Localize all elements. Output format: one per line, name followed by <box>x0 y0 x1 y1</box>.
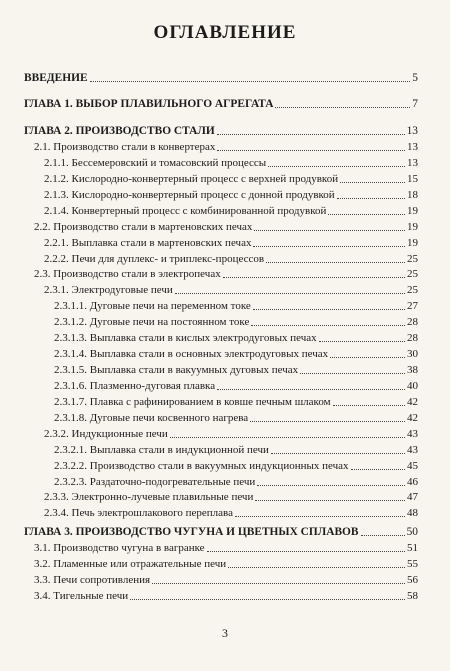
toc-entry-page: 43 <box>407 428 418 440</box>
toc-entry-title: 3.4. Тигельные печи <box>34 590 129 602</box>
toc-entry-page: 48 <box>407 507 418 519</box>
toc-entry-title: 2.3.2.3. Раздаточно-подогревательные печи <box>54 476 256 488</box>
toc-entry-page: 46 <box>407 476 418 488</box>
toc-entry <box>34 590 418 603</box>
toc-entry-title: 2.1.4. Конвертерный процесс с комбинированной продувкой <box>44 205 327 217</box>
toc-entry-title: 2.2.1. Выплавка стали в мартеновских печах <box>44 237 252 249</box>
dot-leader <box>268 165 405 167</box>
toc-entry-title: 3.3. Печи сопротивления <box>34 574 151 586</box>
dot-leader <box>254 229 405 231</box>
toc-entry-title: 2.3.1.4. Выплавка стали в основных электродуговых печах <box>54 348 329 360</box>
toc-entry-title: 2.1.3. Кислородно-конвертерный процесс с донной продувкой <box>44 189 335 201</box>
toc-entry <box>44 284 418 297</box>
toc-entry-page: 15 <box>407 173 418 185</box>
toc-entry-title: 3.1. Производство чугуна в вагранке <box>34 542 205 554</box>
toc-entry-title: ГЛАВА 1. ВЫБОР ПЛАВИЛЬНОГО АГРЕГАТА <box>24 98 274 110</box>
dot-leader <box>217 149 405 151</box>
toc-entry-page: 25 <box>407 284 418 296</box>
toc-entry-page: 28 <box>407 332 418 344</box>
toc-entry <box>34 574 418 587</box>
toc-entry-page: 19 <box>407 221 418 233</box>
dot-leader <box>330 356 405 358</box>
dot-leader <box>223 276 405 278</box>
dot-leader <box>235 515 405 517</box>
dot-leader <box>340 181 405 183</box>
toc-entry <box>44 205 418 218</box>
dot-leader <box>271 452 405 454</box>
toc-entry <box>54 332 418 345</box>
toc-entry <box>44 491 418 504</box>
toc-entry <box>44 173 418 186</box>
toc-entry-title: 2.3.1.7. Плавка с рафинированием в ковше печным шлаком <box>54 396 331 408</box>
toc-entry <box>34 542 418 555</box>
toc-entry <box>54 348 418 361</box>
dot-leader <box>257 484 405 486</box>
toc-chapter-entry <box>24 125 418 138</box>
toc-entry-page: 43 <box>407 444 418 456</box>
toc-entry-title: 2.1. Производство стали в конвертерах <box>34 141 216 153</box>
dot-leader <box>328 213 405 215</box>
toc-entry-title: 2.3.3. Электронно-лучевые плавильные печи <box>44 491 254 503</box>
dot-leader <box>275 106 410 108</box>
dot-leader <box>351 468 405 470</box>
toc-entry-page: 58 <box>407 590 418 602</box>
toc-entry-page: 51 <box>407 542 418 554</box>
toc-entry-page: 40 <box>407 380 418 392</box>
toc-chapter-entry <box>24 72 418 85</box>
dot-leader <box>217 388 405 390</box>
toc-entry <box>44 428 418 441</box>
toc-entry <box>54 364 418 377</box>
toc-entry <box>54 300 418 313</box>
toc-entry-title: 2.3.1.3. Выплавка стали в кислых электродуговых печах <box>54 332 317 344</box>
dot-leader <box>217 133 405 135</box>
toc-entry <box>44 189 418 202</box>
toc-entry-page: 13 <box>406 125 418 137</box>
toc-entry-page: 7 <box>412 98 418 110</box>
toc-entry-title: ГЛАВА 3. ПРОИЗВОДСТВО ЧУГУНА И ЦВЕТНЫХ СПЛАВОВ <box>24 526 359 538</box>
toc-entry-title: 2.3.2.2. Производство стали в вакуумных индукционных печах <box>54 460 349 472</box>
dot-leader <box>300 372 405 374</box>
toc-entry-page: 42 <box>407 396 418 408</box>
page-number: 3 <box>222 626 228 640</box>
toc-entry <box>44 253 418 266</box>
toc-entry-title: 2.2. Производство стали в мартеновских печах <box>34 221 253 233</box>
toc-entry-title: 2.3.1.6. Плазменно-дуговая плавка <box>54 380 216 392</box>
toc-entry-page: 56 <box>407 574 418 586</box>
toc-entry-title: ВВЕДЕНИЕ <box>24 72 88 84</box>
toc-chapter-entry <box>24 526 418 539</box>
toc-entry-page: 18 <box>407 189 418 201</box>
toc-entry-title: 2.3.1.8. Дуговые печи косвенного нагрева <box>54 412 249 424</box>
toc-entry-title: 3.2. Пламенные или отражательные печи <box>34 558 227 570</box>
toc-entry-title: 2.2.2. Печи для дуплекс- и триплекс-процессов <box>44 253 265 265</box>
toc-entry-title: 2.3.1.5. Выплавка стали в вакуумных дуговых печах <box>54 364 299 376</box>
toc-entry-page: 45 <box>407 460 418 472</box>
toc-entry <box>34 268 418 281</box>
dot-leader <box>266 261 405 263</box>
toc-entry <box>54 396 418 409</box>
toc-entry <box>54 476 418 489</box>
toc-entry-title: 2.1.2. Кислородно-конвертерный процесс с верхней продувкой <box>44 173 339 185</box>
toc-entry-title: 2.3.4. Печь электрошлакового переплава <box>44 507 233 519</box>
dot-leader <box>90 80 411 82</box>
toc-entry <box>54 316 418 329</box>
toc-entry <box>54 412 418 425</box>
dot-leader <box>207 550 405 552</box>
toc-entry-page: 19 <box>407 205 418 217</box>
toc-entry <box>44 507 418 520</box>
dot-leader <box>250 420 405 422</box>
toc-entry <box>34 221 418 234</box>
toc-entry-page: 25 <box>407 268 418 280</box>
toc-entry <box>44 237 418 250</box>
toc-entry-title: 2.1.1. Бессемеровский и томасовский процессы <box>44 157 267 169</box>
toc-entry-page: 38 <box>407 364 418 376</box>
toc-entry-title: 2.3.1.1. Дуговые печи на переменном токе <box>54 300 251 312</box>
toc-entry-page: 19 <box>407 237 418 249</box>
toc-entry <box>34 141 418 154</box>
toc-entry <box>34 558 418 571</box>
toc-entry-page: 50 <box>406 526 418 538</box>
toc-entry <box>54 460 418 473</box>
toc-entry-title: 2.3.2.1. Выплавка стали в индукционной печи <box>54 444 269 456</box>
toc-entry-page: 47 <box>407 491 418 503</box>
dot-leader <box>319 340 405 342</box>
toc-entry-page: 55 <box>407 558 418 570</box>
dot-leader <box>251 324 405 326</box>
page-title: ОГЛАВЛЕНИЕ <box>153 22 297 43</box>
dot-leader <box>255 499 405 501</box>
toc-entry-title: 2.3.1.2. Дуговые печи на постоянном токе <box>54 316 250 328</box>
toc-entry-page: 30 <box>407 348 418 360</box>
toc-entry-page: 28 <box>407 316 418 328</box>
toc-chapter-entry <box>24 98 418 111</box>
dot-leader <box>253 245 405 247</box>
dot-leader <box>337 197 405 199</box>
toc-entry-page: 13 <box>407 157 418 169</box>
dot-leader <box>170 436 405 438</box>
toc-entry-page: 5 <box>412 72 418 84</box>
dot-leader <box>130 598 405 600</box>
dot-leader <box>175 292 405 294</box>
toc-entry-title: ГЛАВА 2. ПРОИЗВОДСТВО СТАЛИ <box>24 125 215 137</box>
dot-leader <box>228 566 405 568</box>
toc-entry-title: 2.3.1. Электродуговые печи <box>44 284 173 296</box>
toc-entry <box>44 157 418 170</box>
toc-entry-title: 2.3.2. Индукционные печи <box>44 428 168 440</box>
toc-entry <box>54 380 418 393</box>
toc-entry-title: 2.3. Производство стали в электропечах <box>34 268 221 280</box>
toc-entry-page: 25 <box>407 253 418 265</box>
toc-entry-page: 13 <box>407 141 418 153</box>
dot-leader <box>253 308 405 310</box>
toc-entry <box>54 444 418 457</box>
dot-leader <box>333 404 405 406</box>
toc-entry-page: 27 <box>407 300 418 312</box>
dot-leader <box>152 582 405 584</box>
dot-leader <box>361 534 405 536</box>
toc-entry-page: 42 <box>407 412 418 424</box>
